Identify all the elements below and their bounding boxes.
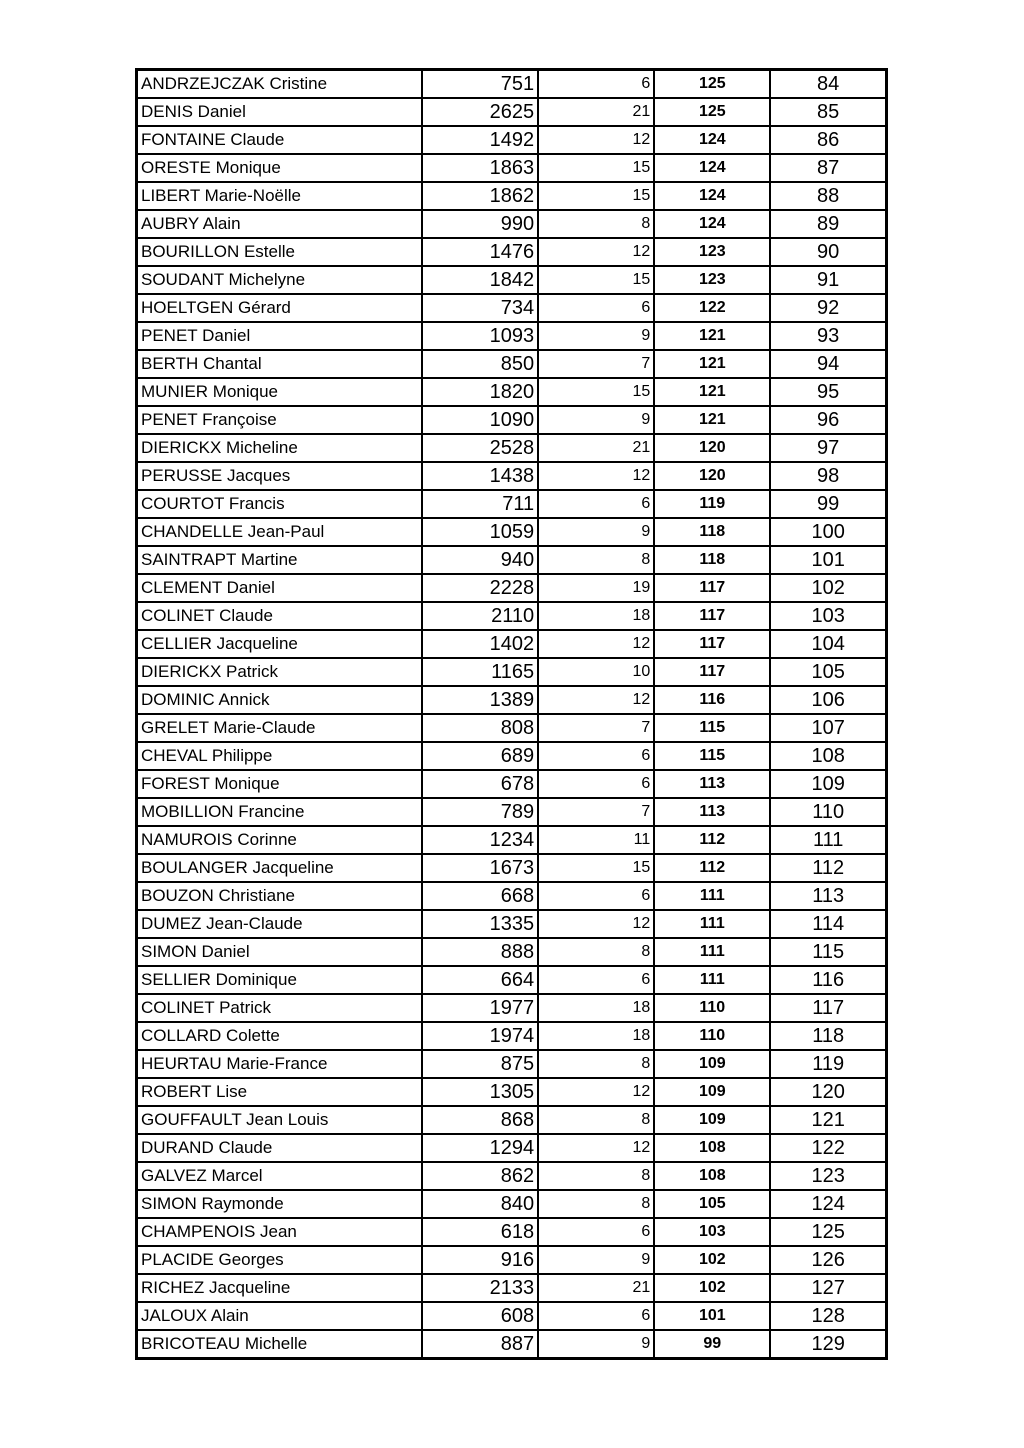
total-pins-cell: 689: [422, 742, 538, 770]
table-row: [137, 826, 887, 854]
player-name-cell: FOREST Monique: [137, 770, 423, 798]
table-row: [137, 154, 887, 182]
table-row: [137, 1274, 887, 1302]
player-name-cell: PERUSSE Jacques: [137, 462, 423, 490]
games-played-cell: 12: [538, 686, 654, 714]
average-cell: 124: [654, 210, 770, 238]
rank-cell: 113: [770, 882, 886, 910]
total-pins-cell: 1165: [422, 658, 538, 686]
table-row: [137, 1134, 887, 1162]
rank-cell: 93: [770, 322, 886, 350]
games-played-cell: 9: [538, 322, 654, 350]
rank-cell: 88: [770, 182, 886, 210]
total-pins-cell: 668: [422, 882, 538, 910]
total-pins-cell: 751: [422, 70, 538, 99]
total-pins-cell: 608: [422, 1302, 538, 1330]
games-played-cell: 6: [538, 70, 654, 99]
rank-cell: 128: [770, 1302, 886, 1330]
table-row: [137, 742, 887, 770]
rank-cell: 126: [770, 1246, 886, 1274]
player-name-cell: SELLIER Dominique: [137, 966, 423, 994]
games-played-cell: 8: [538, 1162, 654, 1190]
player-name-cell: RICHEZ Jacqueline: [137, 1274, 423, 1302]
average-cell: 113: [654, 798, 770, 826]
rank-cell: 124: [770, 1190, 886, 1218]
total-pins-cell: 664: [422, 966, 538, 994]
games-played-cell: 12: [538, 1134, 654, 1162]
player-name-cell: NAMUROIS Corinne: [137, 826, 423, 854]
average-cell: 124: [654, 154, 770, 182]
total-pins-cell: 1402: [422, 630, 538, 658]
total-pins-cell: 2528: [422, 434, 538, 462]
rank-cell: 96: [770, 406, 886, 434]
total-pins-cell: 1977: [422, 994, 538, 1022]
average-cell: 125: [654, 98, 770, 126]
rank-cell: 114: [770, 910, 886, 938]
games-played-cell: 8: [538, 938, 654, 966]
total-pins-cell: 1673: [422, 854, 538, 882]
table-row: [137, 1022, 887, 1050]
total-pins-cell: 940: [422, 546, 538, 574]
player-name-cell: DUMEZ Jean-Claude: [137, 910, 423, 938]
total-pins-cell: 808: [422, 714, 538, 742]
total-pins-cell: 789: [422, 798, 538, 826]
rank-cell: 104: [770, 630, 886, 658]
games-played-cell: 15: [538, 854, 654, 882]
total-pins-cell: 2625: [422, 98, 538, 126]
average-cell: 120: [654, 462, 770, 490]
rank-cell: 98: [770, 462, 886, 490]
average-cell: 111: [654, 882, 770, 910]
total-pins-cell: 1863: [422, 154, 538, 182]
player-name-cell: CELLIER Jacqueline: [137, 630, 423, 658]
average-cell: 118: [654, 518, 770, 546]
rank-cell: 111: [770, 826, 886, 854]
table-row: [137, 602, 887, 630]
player-name-cell: DENIS Daniel: [137, 98, 423, 126]
table-row: [137, 238, 887, 266]
player-name-cell: DOMINIC Annick: [137, 686, 423, 714]
table-row: [137, 798, 887, 826]
average-cell: 101: [654, 1302, 770, 1330]
average-cell: 105: [654, 1190, 770, 1218]
rank-cell: 110: [770, 798, 886, 826]
average-cell: 122: [654, 294, 770, 322]
games-played-cell: 12: [538, 1078, 654, 1106]
games-played-cell: 6: [538, 1218, 654, 1246]
rank-cell: 94: [770, 350, 886, 378]
rank-cell: 102: [770, 574, 886, 602]
total-pins-cell: 1862: [422, 182, 538, 210]
games-played-cell: 19: [538, 574, 654, 602]
games-played-cell: 9: [538, 406, 654, 434]
table-row: [137, 630, 887, 658]
player-name-cell: ANDRZEJCZAK Cristine: [137, 70, 423, 99]
player-name-cell: HOELTGEN Gérard: [137, 294, 423, 322]
games-played-cell: 18: [538, 602, 654, 630]
table-row: [137, 1330, 887, 1359]
rank-cell: 105: [770, 658, 886, 686]
table-row: [137, 378, 887, 406]
table-row: [137, 882, 887, 910]
total-pins-cell: 862: [422, 1162, 538, 1190]
average-cell: 121: [654, 378, 770, 406]
table-row: [137, 994, 887, 1022]
average-cell: 108: [654, 1134, 770, 1162]
average-cell: 112: [654, 826, 770, 854]
total-pins-cell: 618: [422, 1218, 538, 1246]
table-row: [137, 910, 887, 938]
average-cell: 115: [654, 742, 770, 770]
average-cell: 109: [654, 1078, 770, 1106]
total-pins-cell: 734: [422, 294, 538, 322]
rank-cell: 116: [770, 966, 886, 994]
table-row: [137, 938, 887, 966]
average-cell: 109: [654, 1050, 770, 1078]
player-name-cell: MOBILLION Francine: [137, 798, 423, 826]
total-pins-cell: 1974: [422, 1022, 538, 1050]
player-name-cell: COLINET Claude: [137, 602, 423, 630]
games-played-cell: 18: [538, 994, 654, 1022]
games-played-cell: 8: [538, 1050, 654, 1078]
average-cell: 123: [654, 238, 770, 266]
player-name-cell: SOUDANT Michelyne: [137, 266, 423, 294]
player-name-cell: BOUZON Christiane: [137, 882, 423, 910]
table-row: [137, 686, 887, 714]
player-name-cell: ORESTE Monique: [137, 154, 423, 182]
total-pins-cell: 868: [422, 1106, 538, 1134]
table-row: [137, 1162, 887, 1190]
average-cell: 119: [654, 490, 770, 518]
player-name-cell: BERTH Chantal: [137, 350, 423, 378]
player-name-cell: ROBERT Lise: [137, 1078, 423, 1106]
player-name-cell: GALVEZ Marcel: [137, 1162, 423, 1190]
table-row: [137, 854, 887, 882]
total-pins-cell: 1093: [422, 322, 538, 350]
player-name-cell: PENET Daniel: [137, 322, 423, 350]
player-name-cell: COLLARD Colette: [137, 1022, 423, 1050]
average-cell: 112: [654, 854, 770, 882]
games-played-cell: 8: [538, 1190, 654, 1218]
average-cell: 124: [654, 182, 770, 210]
rank-cell: 84: [770, 70, 886, 99]
total-pins-cell: 2228: [422, 574, 538, 602]
rank-cell: 100: [770, 518, 886, 546]
rank-cell: 90: [770, 238, 886, 266]
table-row: [137, 434, 887, 462]
table-row: [137, 294, 887, 322]
rank-cell: 125: [770, 1218, 886, 1246]
average-cell: 109: [654, 1106, 770, 1134]
average-cell: 121: [654, 350, 770, 378]
total-pins-cell: 1820: [422, 378, 538, 406]
player-name-cell: SIMON Daniel: [137, 938, 423, 966]
games-played-cell: 6: [538, 882, 654, 910]
player-name-cell: MUNIER Monique: [137, 378, 423, 406]
player-name-cell: PENET Françoise: [137, 406, 423, 434]
rank-cell: 129: [770, 1330, 886, 1359]
average-cell: 117: [654, 574, 770, 602]
rank-cell: 89: [770, 210, 886, 238]
player-name-cell: DURAND Claude: [137, 1134, 423, 1162]
games-played-cell: 6: [538, 294, 654, 322]
player-name-cell: COURTOT Francis: [137, 490, 423, 518]
games-played-cell: 8: [538, 1106, 654, 1134]
player-name-cell: GOUFFAULT Jean Louis: [137, 1106, 423, 1134]
player-name-cell: DIERICKX Micheline: [137, 434, 423, 462]
games-played-cell: 7: [538, 798, 654, 826]
rank-cell: 106: [770, 686, 886, 714]
table-row: [137, 126, 887, 154]
rank-cell: 97: [770, 434, 886, 462]
games-played-cell: 15: [538, 182, 654, 210]
games-played-cell: 8: [538, 210, 654, 238]
games-played-cell: 8: [538, 546, 654, 574]
total-pins-cell: 1492: [422, 126, 538, 154]
average-cell: 111: [654, 938, 770, 966]
average-cell: 120: [654, 434, 770, 462]
player-name-cell: BOULANGER Jacqueline: [137, 854, 423, 882]
games-played-cell: 12: [538, 462, 654, 490]
games-played-cell: 18: [538, 1022, 654, 1050]
total-pins-cell: 840: [422, 1190, 538, 1218]
games-played-cell: 21: [538, 98, 654, 126]
average-cell: 111: [654, 966, 770, 994]
table-row: [137, 966, 887, 994]
average-cell: 115: [654, 714, 770, 742]
rank-cell: 127: [770, 1274, 886, 1302]
games-played-cell: 6: [538, 966, 654, 994]
table-row: [137, 490, 887, 518]
average-cell: 121: [654, 322, 770, 350]
total-pins-cell: 990: [422, 210, 538, 238]
table-row: [137, 1050, 887, 1078]
rank-cell: 121: [770, 1106, 886, 1134]
table-row: [137, 322, 887, 350]
games-played-cell: 11: [538, 826, 654, 854]
total-pins-cell: 850: [422, 350, 538, 378]
games-played-cell: 7: [538, 350, 654, 378]
average-cell: 117: [654, 658, 770, 686]
games-played-cell: 12: [538, 630, 654, 658]
player-name-cell: GRELET Marie-Claude: [137, 714, 423, 742]
player-name-cell: BRICOTEAU Michelle: [137, 1330, 423, 1359]
table-row: [137, 70, 887, 99]
rank-cell: 118: [770, 1022, 886, 1050]
table-row: [137, 1078, 887, 1106]
games-played-cell: 10: [538, 658, 654, 686]
rank-cell: 117: [770, 994, 886, 1022]
total-pins-cell: 887: [422, 1330, 538, 1359]
average-cell: 108: [654, 1162, 770, 1190]
games-played-cell: 6: [538, 770, 654, 798]
rank-cell: 92: [770, 294, 886, 322]
average-cell: 117: [654, 630, 770, 658]
games-played-cell: 6: [538, 742, 654, 770]
rank-cell: 85: [770, 98, 886, 126]
average-cell: 125: [654, 70, 770, 99]
table-row: [137, 266, 887, 294]
player-name-cell: LIBERT Marie-Noëlle: [137, 182, 423, 210]
total-pins-cell: 1389: [422, 686, 538, 714]
table-row: [137, 574, 887, 602]
player-name-cell: CHAMPENOIS Jean: [137, 1218, 423, 1246]
average-cell: 116: [654, 686, 770, 714]
average-cell: 110: [654, 994, 770, 1022]
games-played-cell: 21: [538, 434, 654, 462]
rank-cell: 109: [770, 770, 886, 798]
games-played-cell: 12: [538, 126, 654, 154]
table-row: [137, 1246, 887, 1274]
total-pins-cell: 1476: [422, 238, 538, 266]
total-pins-cell: 2110: [422, 602, 538, 630]
total-pins-cell: 1294: [422, 1134, 538, 1162]
average-cell: 111: [654, 910, 770, 938]
total-pins-cell: 1305: [422, 1078, 538, 1106]
games-played-cell: 12: [538, 238, 654, 266]
average-cell: 102: [654, 1274, 770, 1302]
player-name-cell: SAINTRAPT Martine: [137, 546, 423, 574]
player-name-cell: CHEVAL Philippe: [137, 742, 423, 770]
average-cell: 102: [654, 1246, 770, 1274]
ranking-table: [135, 68, 888, 1360]
player-name-cell: CHANDELLE Jean-Paul: [137, 518, 423, 546]
total-pins-cell: 1438: [422, 462, 538, 490]
total-pins-cell: 916: [422, 1246, 538, 1274]
table-row: [137, 518, 887, 546]
player-name-cell: PLACIDE Georges: [137, 1246, 423, 1274]
table-row: [137, 98, 887, 126]
rank-cell: 115: [770, 938, 886, 966]
total-pins-cell: 1090: [422, 406, 538, 434]
average-cell: 113: [654, 770, 770, 798]
table-row: [137, 406, 887, 434]
table-row: [137, 770, 887, 798]
rank-cell: 123: [770, 1162, 886, 1190]
table-row: [137, 1190, 887, 1218]
games-played-cell: 7: [538, 714, 654, 742]
rank-cell: 120: [770, 1078, 886, 1106]
rank-cell: 112: [770, 854, 886, 882]
player-name-cell: HEURTAU Marie-France: [137, 1050, 423, 1078]
total-pins-cell: 875: [422, 1050, 538, 1078]
average-cell: 118: [654, 546, 770, 574]
player-name-cell: COLINET Patrick: [137, 994, 423, 1022]
average-cell: 99: [654, 1330, 770, 1359]
table-row: [137, 1302, 887, 1330]
rank-cell: 91: [770, 266, 886, 294]
table-row: [137, 658, 887, 686]
games-played-cell: 9: [538, 1330, 654, 1359]
table-row: [137, 462, 887, 490]
player-name-cell: DIERICKX Patrick: [137, 658, 423, 686]
table-row: [137, 1106, 887, 1134]
rank-cell: 101: [770, 546, 886, 574]
table-row: [137, 1218, 887, 1246]
games-played-cell: 15: [538, 154, 654, 182]
total-pins-cell: 678: [422, 770, 538, 798]
table-row: [137, 210, 887, 238]
games-played-cell: 21: [538, 1274, 654, 1302]
table-row: [137, 350, 887, 378]
games-played-cell: 6: [538, 1302, 654, 1330]
total-pins-cell: 1335: [422, 910, 538, 938]
games-played-cell: 12: [538, 910, 654, 938]
average-cell: 124: [654, 126, 770, 154]
total-pins-cell: 1059: [422, 518, 538, 546]
rank-cell: 95: [770, 378, 886, 406]
rank-cell: 103: [770, 602, 886, 630]
average-cell: 103: [654, 1218, 770, 1246]
total-pins-cell: 1842: [422, 266, 538, 294]
ranking-table-body: [137, 70, 887, 1359]
games-played-cell: 9: [538, 1246, 654, 1274]
average-cell: 123: [654, 266, 770, 294]
average-cell: 117: [654, 602, 770, 630]
games-played-cell: 9: [538, 518, 654, 546]
player-name-cell: AUBRY Alain: [137, 210, 423, 238]
player-name-cell: FONTAINE Claude: [137, 126, 423, 154]
total-pins-cell: 888: [422, 938, 538, 966]
total-pins-cell: 1234: [422, 826, 538, 854]
rank-cell: 107: [770, 714, 886, 742]
rank-cell: 86: [770, 126, 886, 154]
average-cell: 121: [654, 406, 770, 434]
average-cell: 110: [654, 1022, 770, 1050]
player-name-cell: JALOUX Alain: [137, 1302, 423, 1330]
table-row: [137, 714, 887, 742]
player-name-cell: CLEMENT Daniel: [137, 574, 423, 602]
total-pins-cell: 2133: [422, 1274, 538, 1302]
table-row: [137, 546, 887, 574]
rank-cell: 119: [770, 1050, 886, 1078]
rank-cell: 99: [770, 490, 886, 518]
rank-cell: 87: [770, 154, 886, 182]
table-row: [137, 182, 887, 210]
player-name-cell: SIMON Raymonde: [137, 1190, 423, 1218]
total-pins-cell: 711: [422, 490, 538, 518]
rank-cell: 122: [770, 1134, 886, 1162]
rank-cell: 108: [770, 742, 886, 770]
games-played-cell: 15: [538, 266, 654, 294]
games-played-cell: 15: [538, 378, 654, 406]
player-name-cell: BOURILLON Estelle: [137, 238, 423, 266]
games-played-cell: 6: [538, 490, 654, 518]
